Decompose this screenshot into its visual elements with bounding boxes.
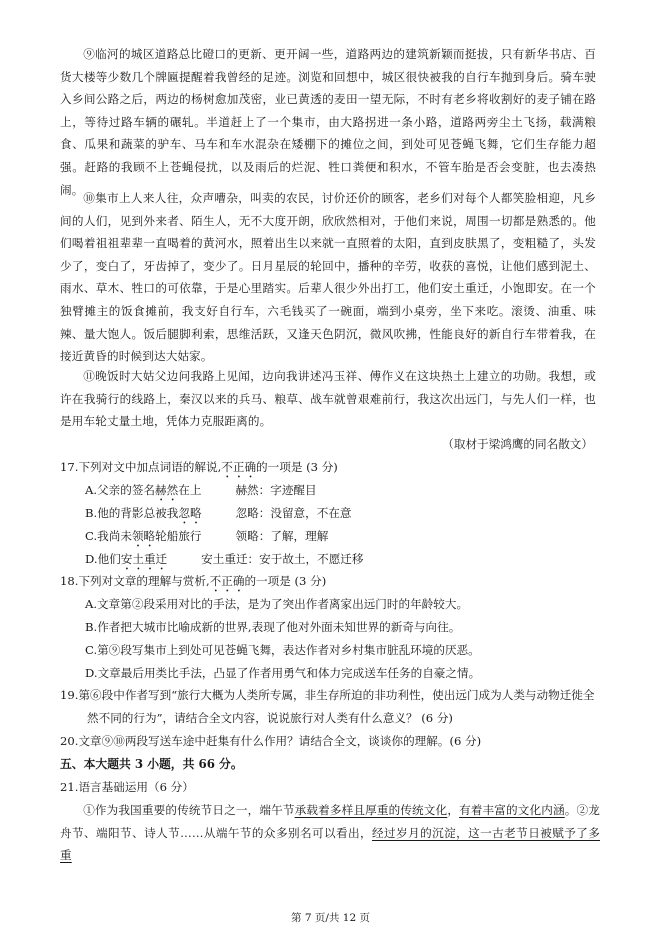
question-18-option-b: B.作者把大城市比喻成新的世界,表现了他对外面未知世界的新奇与向往。 bbox=[85, 620, 461, 634]
question-21-passage: ①作为我国重要的传统节日之一，端午节承载着多样且厚重的传统文化，有着丰富的文化内涵。②龙舟节、端阳节、诗人节……从端午节的众多别名可以看出，经过岁月的沉淀，这一古老节日被赋予了多重 bbox=[60, 803, 601, 863]
emphasis-negation: 不正确 bbox=[221, 460, 257, 474]
question-20: 20.文章⑨⑩两段写送车途中赶集有什么作用？请结合全文，谈谈你的理解。(6 分) bbox=[60, 734, 482, 748]
underlined-phrase: 有着丰富的文化内涵 bbox=[459, 803, 565, 817]
underlined-phrase: 经过岁月的沉淀，这一古老节日被赋予了多重 bbox=[60, 825, 601, 863]
dotted-word: 领略 bbox=[131, 529, 156, 543]
page-number: 第 7 页/共 12 页 bbox=[291, 912, 370, 924]
question-21-title: 21.语言基础运用（6 分） bbox=[60, 780, 194, 794]
dotted-word: 赫然 bbox=[155, 483, 179, 497]
passage-source: （取材于梁鸿鹰的同名散文） bbox=[442, 437, 593, 451]
passage-paragraph-10: ⑩集市上人来人往，众声嘈杂，叫卖的农民，讨价还价的顾客，老乡们对每个人都笑脸相迎，凡乡间的人们，见到外来者、陌生人，无不大度开朗，欣欣然相对，于他们来说，周围一切都是熟悉的。他们喝着祖祖辈辈一直喝着的黄河水，照着出生以来就一直照着的太阳，直到皮肤黑了，变粗糙了，头发少了，变白了，牙齿掉了，变少了。日月星辰的轮回中，播种的辛劳，收获的喜悦，让他们感到泥土、雨水、草木、牲口的可依靠，于是心里踏实。后辈人很少外出打工，他们安土重迁，小饱即安。在一个独臂摊主的饭食摊前，我支好自行车，六毛钱买了一碗面，端到小桌旁，坐下来吃。滚烫、油重、味辣、量大饱人。饭后腿脚利索，思维活跃，又逢天色阴沉，微风吹拂，性能良好的新自行车带着我，在接近黄昏的时候到达大姑家。 bbox=[60, 191, 596, 364]
dotted-word: 安土重迁 bbox=[120, 552, 168, 566]
question-17-option-a: A.父亲的签名赫然在上 赫然：字迹醒目 bbox=[85, 483, 317, 497]
question-17-option-b: B.他的背影总被我忽略 忽略：没留意，不在意 bbox=[85, 506, 352, 520]
question-17-option-d: D.他们安土重迁 安土重迁：安于故土，不愿迁移 bbox=[85, 552, 364, 566]
question-19: 19.第⑥段中作者写到“旅行大概为人类所专属，非生存所迫的非功利性，使出远门成为人类与动物迁徙全然不同的行为”，请结合全文内容，说说旅行对人类有什么意义？ (6 分) bbox=[60, 688, 595, 725]
passage-paragraph-11: ⑪晚饭时大姑父边问我路上见闻，边向我讲述冯玉祥、傅作义在这块热土上建立的功勋。我想，或许在我骑行的线路上，秦汉以来的兵马、粮草、战车就曾艰难前行，我这次出远门，与先人们一样，也是用车轮丈量土地，凭体力克服距离的。 bbox=[60, 369, 596, 429]
section-heading: 五、本大题共 3 小题，共 66 分。 bbox=[60, 757, 243, 771]
question-18-option-c: C.第⑨段写集市上到处可见苍蝇飞舞，表达作者对乡村集市脏乱环境的厌恶。 bbox=[85, 643, 480, 657]
question-17-stem: 17.下列对文中加点词语的解说,不正确的一项是 (3 分) bbox=[60, 460, 338, 474]
passage-paragraph-9: ⑨临河的城区道路总比磴口的更新、更开阔一些，道路两边的建筑新颖而挺拔，只有新华书店、百货大楼等少数几个牌匾提醒着我曾经的足迹。浏览和回想中，城区很快被我的自行车抛到身后。骑车驶入乡间公路之后，两边的杨树愈加茂密，业已黄透的麦田一望无际，不时有老乡将收割好的麦子铺在路上，等待过路车辆的碾轧。半道赶上了一个集市，由大路拐进一条小路，道路两旁尘土飞扬，载满粮食、瓜果和蔬菜的驴车、马车和车水混杂在矮棚下的摊位之间，到处可见苍蝇飞舞，它们生存能力超强。赶路的我顾不上苍蝇侵扰，以及雨后的烂泥、牲口粪便和积水，不管车胎是否会变脏，也去凑热闹。 bbox=[60, 47, 596, 197]
dotted-word: 忽略 bbox=[178, 506, 202, 520]
underlined-phrase: 承载着多样且厚重的传统文化 bbox=[294, 803, 448, 817]
question-18-option-d: D.文章最后用类比手法，凸显了作者用勇气和体力完成送车任务的自豪之情。 bbox=[85, 666, 481, 680]
question-17-option-c: C.我尚未领略轮船旅行 领略：了解，理解 bbox=[85, 529, 329, 543]
question-18-option-a: A.文章第②段采用对比的手法，是为了突出作者离家出远门时的年龄较大。 bbox=[85, 597, 469, 611]
question-18-stem: 18.下列对文章的理解与赏析,不正确的一项是 (3 分) bbox=[60, 574, 327, 588]
emphasis-negation: 不正确 bbox=[209, 574, 245, 588]
